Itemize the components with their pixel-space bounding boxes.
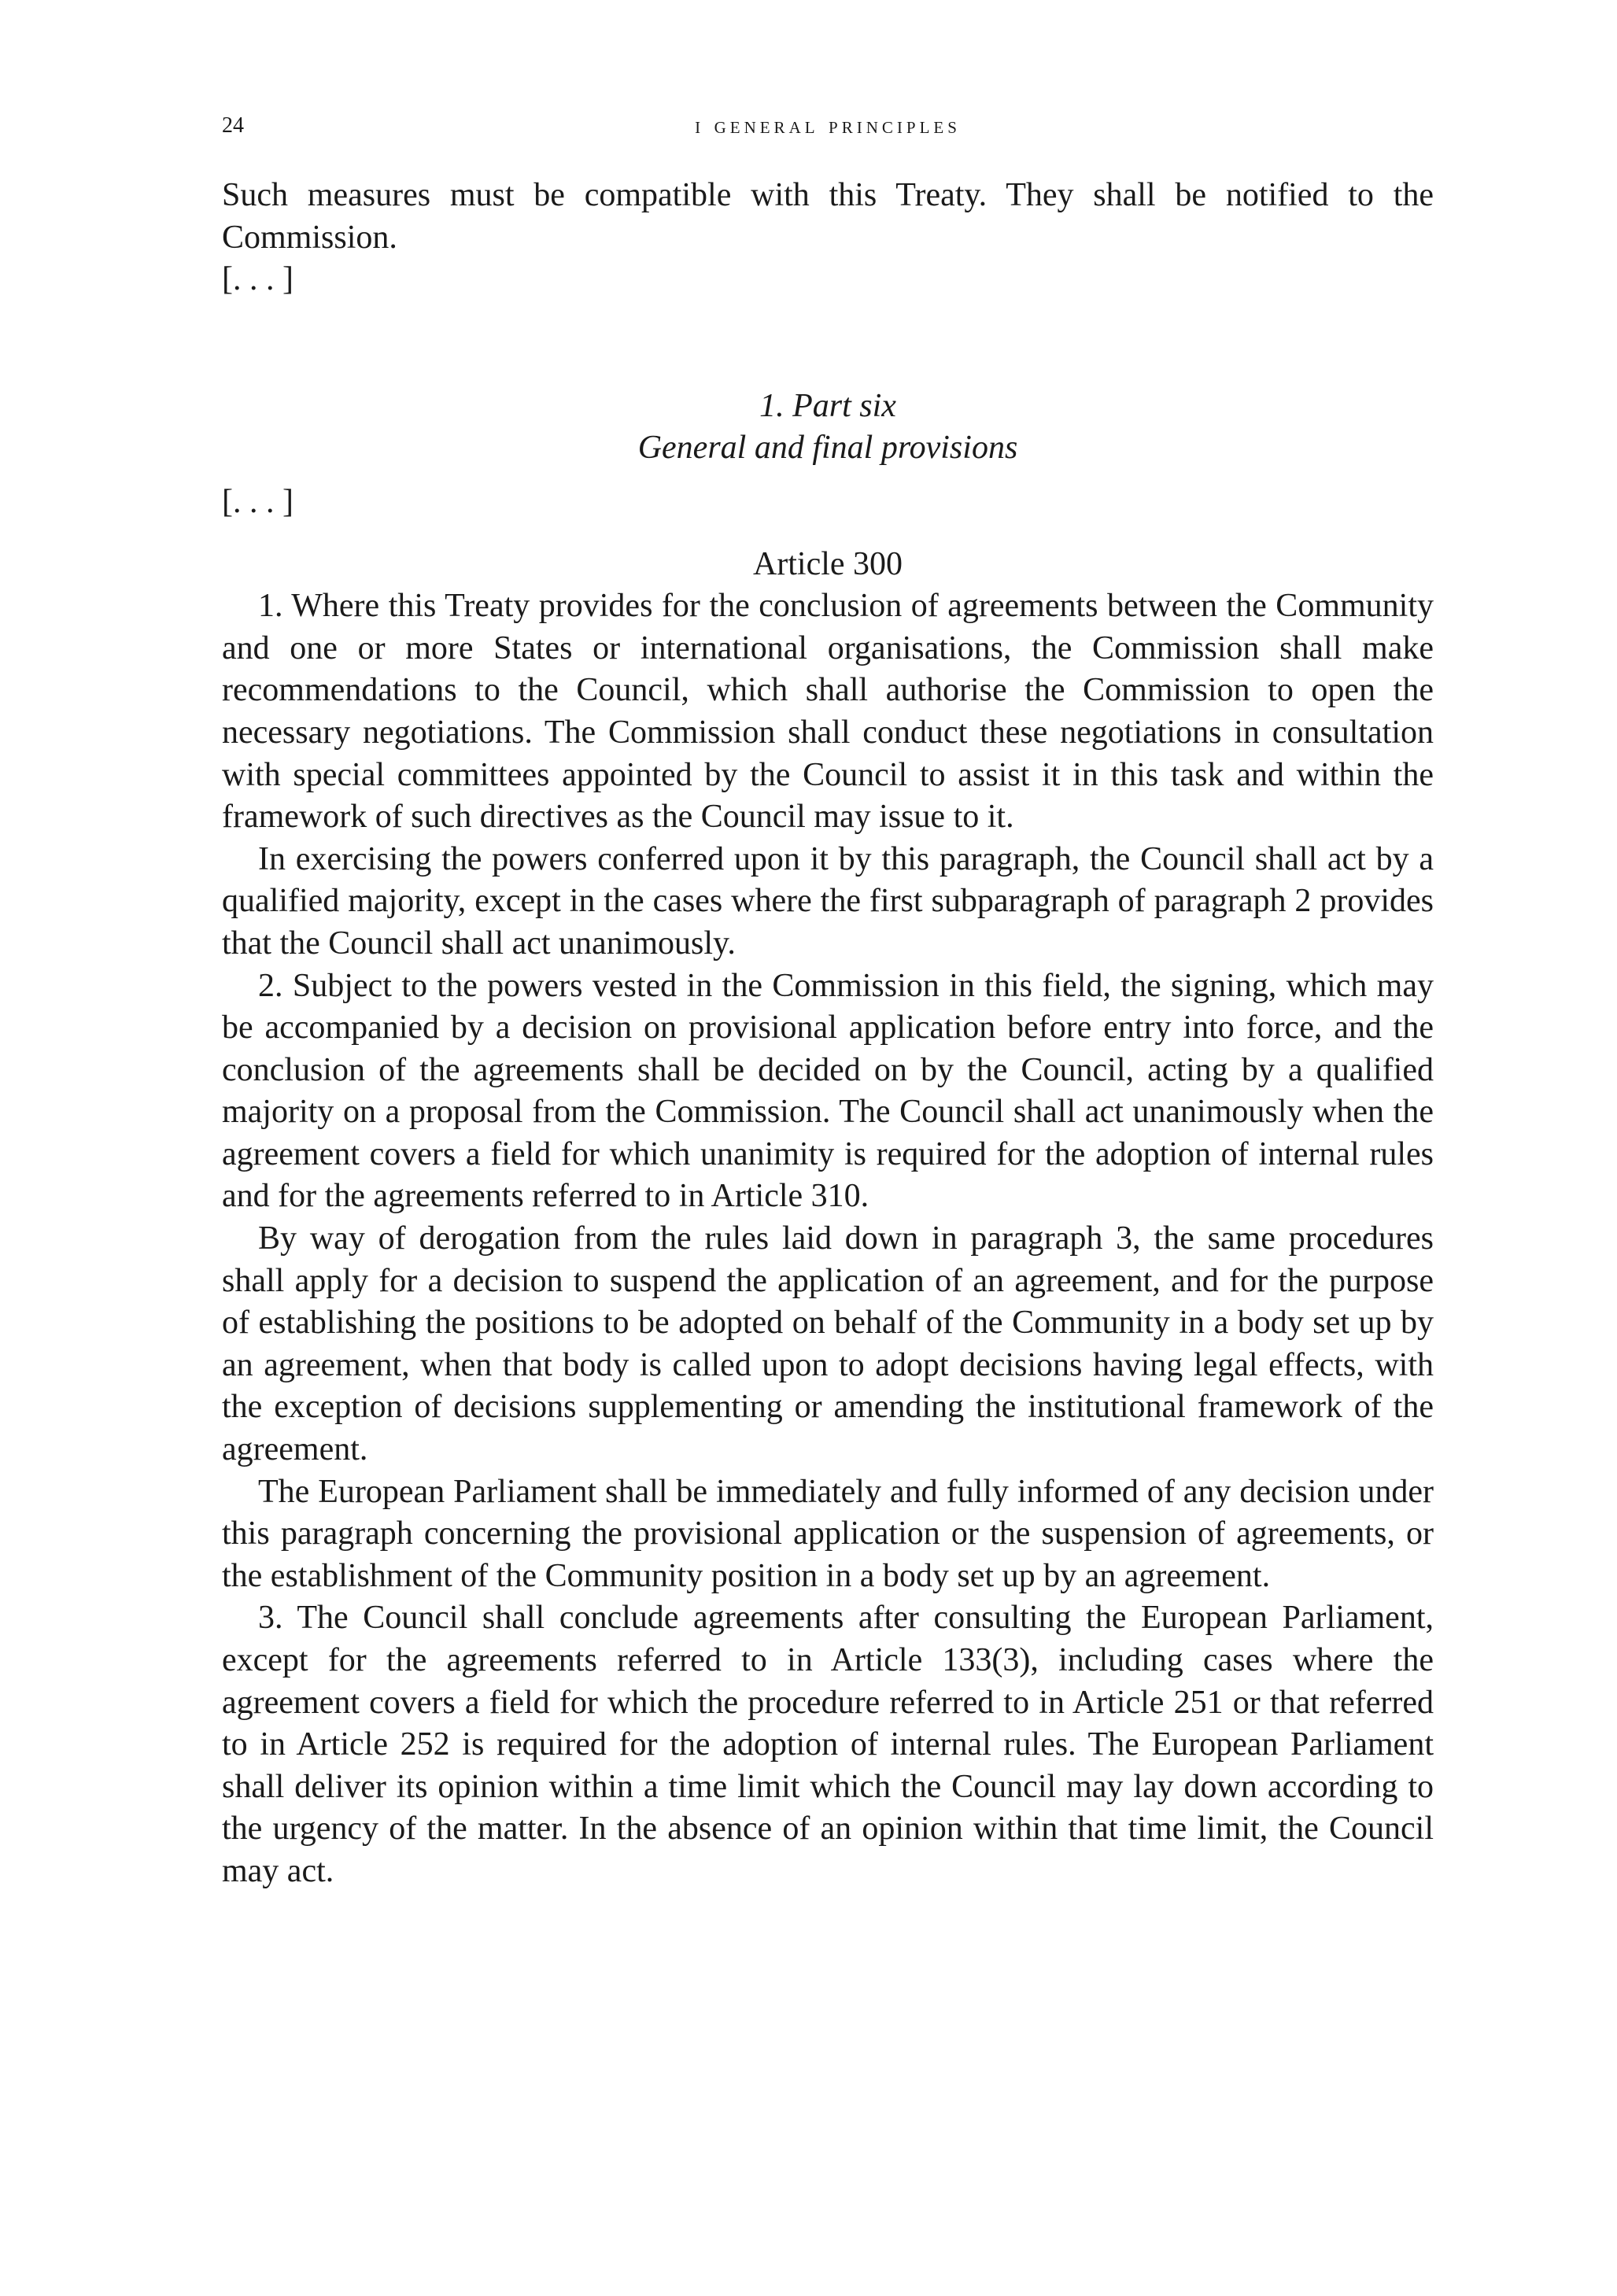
ellipsis-marker: [. . . ] (222, 261, 293, 298)
article-paragraph: 2. Subject to the powers vested in the Commission in this field, the signing, which may be accompanied by a decision on provisional application before entry into force, and the conclusion of the agreements shall be decided on by the Council, acting by a qualified majority on a proposal from the Commission. The Council shall act unanimously when the agreement covers a field for which unanimity is required for the adoption of internal rules and for the agreements referred to in Article 310. (222, 967, 1434, 1215)
part-title-heading: General and final provisions (637, 430, 1018, 467)
article-paragraph: By way of derogation from the rules laid down in paragraph 3, the same procedures shall apply for a decision to suspend the application of an agreement, and for the purpose of establishing the positions to be adopted on behalf of the Community in a body set up by an agreement, when that body is called upon to adopt decisions having legal effects, with the exception of decisions supplementing or amending the institutional framework of the agreement. (222, 1220, 1434, 1468)
article-heading: Article 300 (752, 545, 903, 582)
ellipsis-marker: [. . . ] (222, 483, 293, 520)
running-title: i general principles (695, 113, 961, 138)
article-paragraph: 1. Where this Treaty provides for the conclusion of agreements between the Community and one or more States or international organisations, the Commission shall make recommendations to the Council, which shall authorise the Commission to open the necessary negotiations. The Commission shall conduct these negotiations in consultation with special committees appointed by the Council to assist it in this task and within the framework of such directives as the Council may issue to it. (222, 588, 1434, 836)
running-header (222, 110, 1434, 142)
opening-paragraph: Such measures must be compatible with this Treaty. They shall be notified to the Commission. (222, 177, 1434, 256)
spacer (222, 301, 1434, 386)
article-paragraph: 3. The Council shall conclude agreements after consulting the European Parliament, except for the agreements referred to in Article 133(3), including cases where the agreement covers a field for which the procedure referred to in Article 251 or that referred to in Article 252 is required for the adoption of internal rules. The European Parliament shall deliver its opinion within a time limit which the Council may lay down according to the urgency of the matter. In the absence of an opinion within that time limit, the Council may act. (222, 1600, 1434, 1889)
part-number-heading: 1. Part six (759, 387, 896, 424)
spacer (222, 470, 1434, 482)
article-paragraph: The European Parliament shall be immediately and fully informed of any decision under this paragraph concerning the provisional application or the suspension of agreements, or the establishment of the Community position in a body set up by an agreement. (222, 1473, 1434, 1594)
page-number: 24 (222, 113, 244, 138)
document-page (222, 0, 1434, 2296)
body-text (222, 175, 1434, 1893)
spacer (222, 524, 1434, 544)
article-paragraph: In exercising the powers conferred upon it by this paragraph, the Council shall act by a qualified majority, except in the cases where the first subparagraph of paragraph 2 provides that the Council shall act unanimously. (222, 840, 1434, 962)
